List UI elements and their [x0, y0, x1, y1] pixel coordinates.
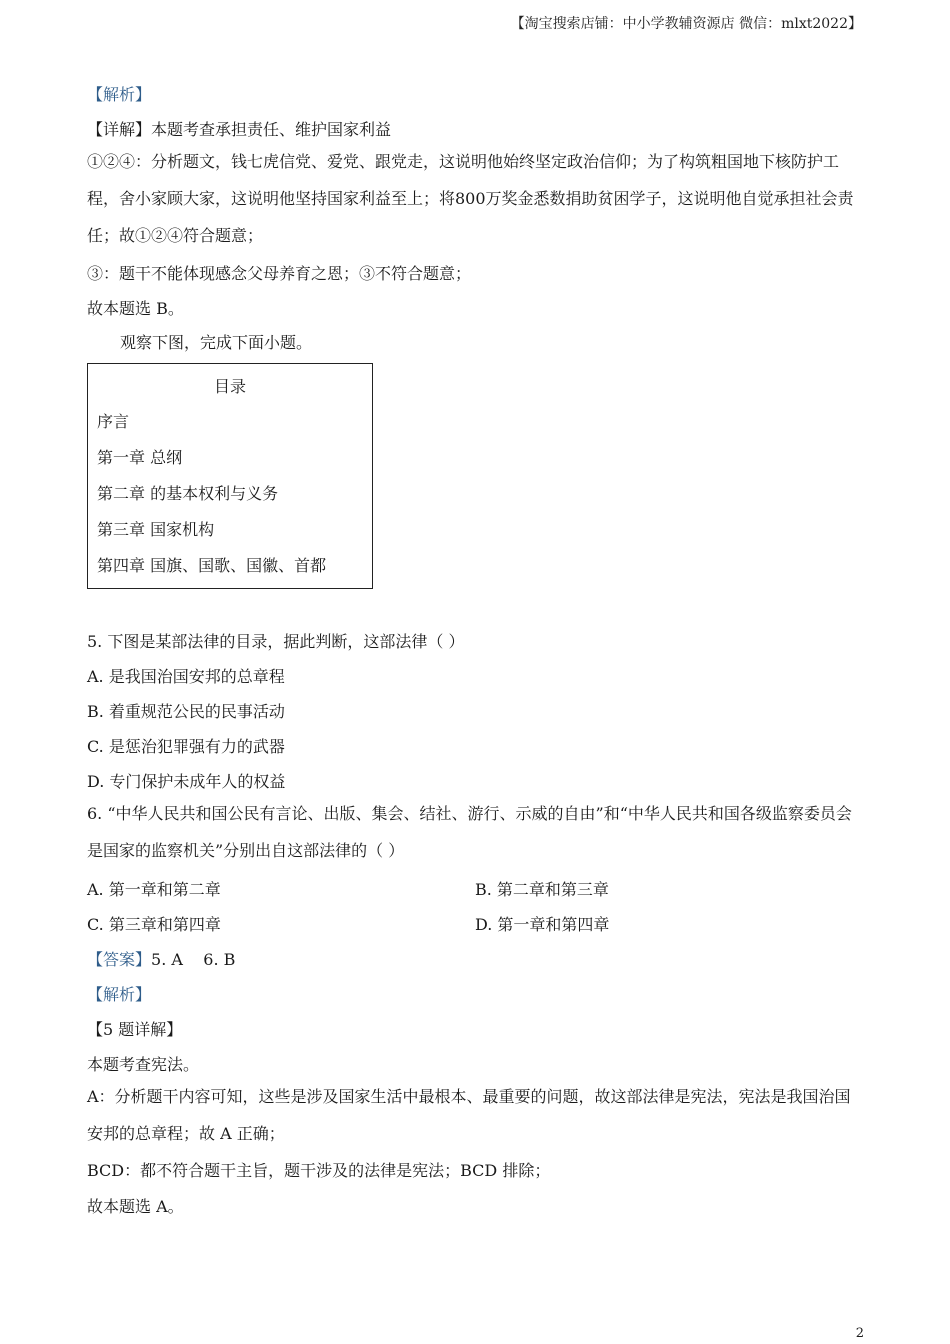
analysis-paragraph: BCD：都不符合题干主旨，题干涉及的法律是宪法；BCD 排除； [87, 1161, 551, 1180]
toc-item: 第三章 国家机构 [97, 520, 215, 539]
question-intro: 观察下图，完成下面小题。 [120, 333, 313, 352]
detail-heading: 【5 题详解】 [87, 1020, 183, 1039]
question-5-option-c: C. 是惩治犯罪强有力的武器 [87, 737, 285, 756]
question-6-option-b: B. 第二章和第三章 [475, 880, 609, 899]
question-6-stem: 6. “中华人民共和国公民有言论、出版、集会、结社、游行、示威的自由”和“中华人民共和国各级监察委员会是国家的监察机关”分别出自这部法律的（ ） [87, 804, 852, 860]
question-5-option-a: A. 是我国治国安邦的总章程 [87, 667, 285, 686]
toc-item: 第二章 的基本权利与义务 [97, 484, 279, 503]
analysis-paragraph: ①②④：分析题文，钱七虎信党、爱党、跟党走，这说明他始终坚定政治信仰；为了构筑粗国地下核防护工程，舍小家顾大家，这说明他坚持国家利益至上；将800万奖金悉数捐助贫困学子，这说明他自觉承担社会责任；故①②④符合题意； [87, 152, 854, 245]
analysis-paragraph: A：分析题干内容可知，这些是涉及国家生活中最根本、最重要的问题，故这部法律是宪法，宪法是我国治国安邦的总章程；故 A 正确； [87, 1087, 851, 1143]
toc-item: 第一章 总纲 [97, 448, 183, 467]
detail-heading: 【详解】本题考查承担责任、维护国家利益 [87, 120, 392, 139]
analysis-paragraph: ③：题干不能体现感念父母养育之恩；③不符合题意； [87, 264, 472, 283]
answer-line [87, 947, 235, 970]
table-of-contents-box [87, 363, 373, 589]
page-number: 2 [855, 1326, 864, 1341]
analysis-topic: 本题考查宪法。 [87, 1055, 200, 1074]
toc-title: 目录 [213, 377, 246, 396]
answer-text: 5. A 6. B [151, 950, 236, 969]
toc-item: 第四章 国旗、国歌、国徽、首都 [97, 556, 327, 575]
analysis-conclusion: 故本题选 A。 [87, 1197, 184, 1216]
toc-item: 序言 [97, 412, 130, 431]
question-5-option-b: B. 着重规范公民的民事活动 [87, 702, 285, 721]
question-6-option-d: D. 第一章和第四章 [475, 915, 610, 934]
analysis-conclusion: 故本题选 B。 [87, 299, 184, 318]
question-5-stem: 5. 下图是某部法律的目录，据此判断，这部法律（ ） [87, 632, 465, 651]
question-5-option-d: D. 专门保护未成年人的权益 [87, 772, 286, 791]
analysis-tag: 【解析】 [87, 85, 152, 104]
analysis-tag: 【解析】 [87, 985, 152, 1004]
question-6-option-a: A. 第一章和第二章 [87, 880, 221, 899]
question-6-option-c: C. 第三章和第四章 [87, 915, 221, 934]
page-header: 【淘宝搜索店铺：中小学教辅资源店 微信：mlxt2022】 [510, 16, 862, 32]
answer-tag: 【答案】 [87, 950, 152, 969]
